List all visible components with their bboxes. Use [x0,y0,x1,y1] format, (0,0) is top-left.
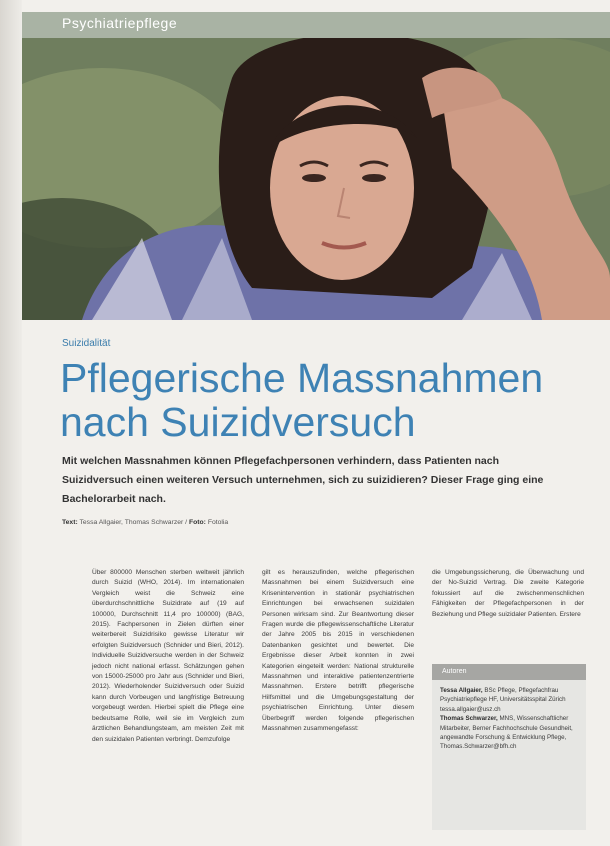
article-photo [22,38,610,320]
author-1-details: BSc Pflege, Pflegefachfrau Psychiatriepflege HF, Universitätsspital Zürich tessa.allgaier@usz.ch [440,687,566,713]
article-credits [62,519,228,526]
body-column-2: gilt es herauszufinden, welche pflegerischen Massnahmen bei einem Suizidversuch eine Krisenintervention in stationär psychiatrischen Einrichtungen bei erwachsenen suizidalen Personen wirksam sind. Zur Beantwortung dieser Fragen wurde die pflegewissenschaftliche Literatur der Jahre 2005 bis 2015 in verschiedenen Datenbanken gesichtet und bewertet. Die Ergebnisse dieser Arbeit konnten in zwei Kategorien eingeteilt werden: National strukturelle Massnahmen und interaktive patientenzentrierte Massnahmen. Erstere betrifft pflegerische Hilfsmittel und die Umgebungsgestaltung der psychiatrischen Einrichtung. Unter diesem Überbegriff werden folgende pflegerischen Massnahmen zusammengefasst: [262,569,414,733]
headline-line-2: nach Suizidversuch [60,399,416,445]
article-headline [60,356,600,444]
authors-box-body [432,680,586,758]
body-column-3: die Umgebungssicherung, die Überwachung und der No-Suizid Vertrag. Die zweite Kategorie fokussiert auf die zwischenmenschlichen Fähigkeiten der Pflegefachpersonen in der Beziehung und Pflege suizidaler Patienten. Erstere [432,569,584,618]
article-lead: Mit welchen Massnahmen können Pflegefachpersonen verhindern, dass Patienten nach Suizidversuch einen weiteren Versuch unternehmen, sich zu suizidieren? Dieser Frage ging eine Bachelorarbeit nach. [62,455,544,505]
body-column-1: Über 800000 Menschen sterben weltweit jährlich durch Suizid (WHO, 2014). Im internationalen Vergleich weist die Schweiz eine überdurchschnittliche Suizidrate auf (19 auf 100000, Durchschnitt 11,4 pro 100000) (BAG, 2015). Fachpersonen in Zielen dürften einer weiterbereit Suizidrisiko gewisse Literatur wir erfolgten Suizidversuch (Schnider und Bieri, 2012). Individuelle Suizidversuche werden in der Schweiz jedoch nicht national erfasst. Schätzungen gehen von 15000-25000 pro Jahr aus (Schnider und Bieri, 2012). Wiederholender Suizidversuch oder Suizid kann durch Vorbeugen und langfristige Betreuung vorgebeugt werden. Hierbei spielt die Pflege eine bedeutsame Rolle, weil sie im Vergleich zum ärztlichen Behandlungsteam, am meisten Zeit mit den suizidalen Patienten verbringt. Demzufolge [92,569,244,743]
authors-box-heading: Autoren [432,664,586,680]
credits-authors: Tessa Allgaier, Thomas Schwarzer / [79,519,188,526]
photo-illustration [22,38,610,320]
section-title: Psychiatriepflege [62,15,178,31]
credits-photo-label: Foto: [188,519,206,526]
headline-line-1: Pflegerische Massnahmen [60,355,544,401]
credits-text-label: Text: [62,519,78,526]
author-2-details: MNS, Wissenschaftlicher Mitarbeiter, Berner Fachhochschule Gesundheit, angewandte Forschung & Entwicklung Pflege, Thomas.Schwarzer@bfh.ch [440,715,573,751]
author-1-name: Tessa Allgaier, [440,687,483,694]
authors-box [432,664,586,830]
page-edge-shadow [0,0,22,846]
credits-photo: Fotolia [207,519,229,526]
author-2-name: Thomas Schwarzer, [440,715,498,723]
article-kicker: Suizidalität [62,338,111,349]
